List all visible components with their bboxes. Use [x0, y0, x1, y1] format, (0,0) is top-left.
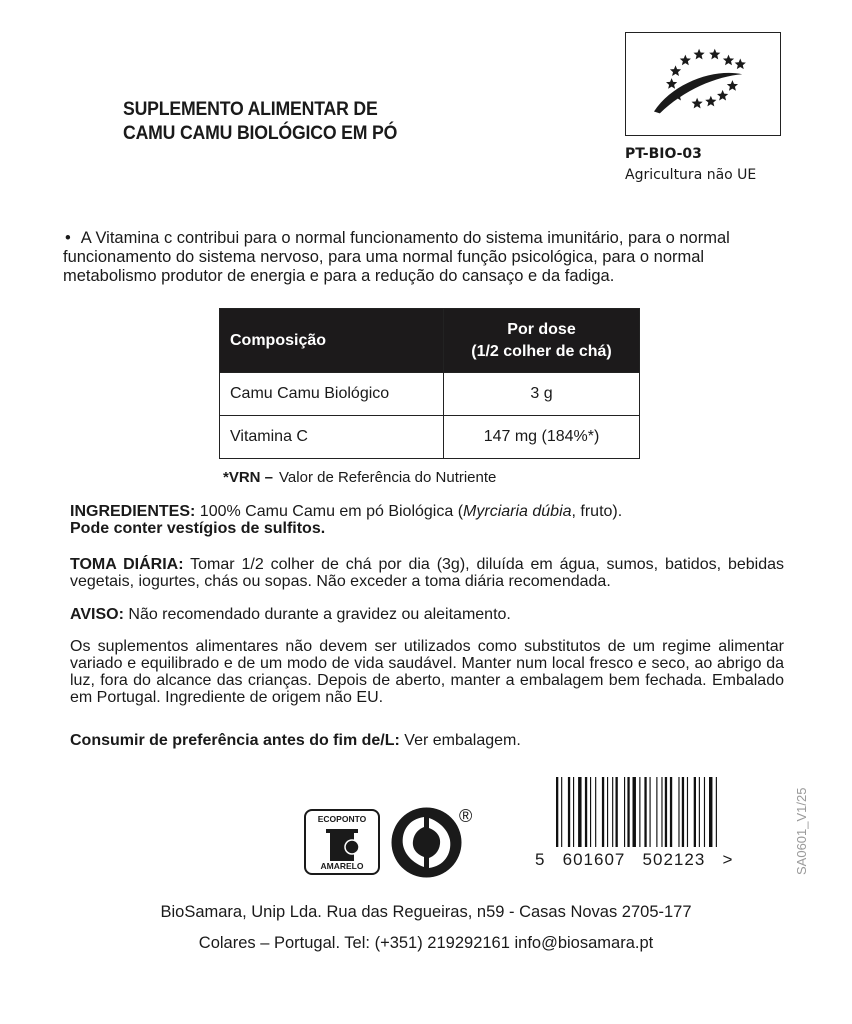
- leaf-star-icon: [709, 49, 720, 60]
- barcode-bar: [607, 777, 608, 847]
- barcode-first-digit: 5: [535, 850, 546, 869]
- ingredients-section: [70, 503, 784, 537]
- header-composition: Composição: [220, 309, 444, 373]
- row-ingredient-name: Camu Camu Biológico: [220, 373, 444, 416]
- company-address-line2: Colares – Portugal. Tel: (+351) 219292161 info@biosamara.pt: [198, 934, 654, 952]
- ingredients-text-before: 100% Camu Camu em pó Biológica (: [195, 503, 464, 520]
- ingredients-label: INGREDIENTES:: [70, 503, 196, 520]
- barcode-bar: [595, 777, 596, 847]
- composition-table: [219, 308, 640, 459]
- leaf-star-icon: [670, 65, 681, 76]
- bullet-point: •: [65, 229, 71, 247]
- barcode-group1: 601607: [562, 850, 626, 869]
- barcode-bar: [602, 777, 604, 847]
- barcode-bar: [627, 777, 629, 847]
- supplement-notice: Os suplementos alimentares não devem ser utilizados como substitutos de um regime alimentar variado e equilibrado e de um modo de vida saudável. Manter num local fresco e seco, ao abrigo da luz, fora do alcance das crianças. Depois de aberto, manter a embalagem bem fechada. Embalado em Portugal. Ingrediente de origem não EU.: [70, 638, 784, 706]
- barcode-bar: [704, 777, 705, 847]
- barcode-bar: [612, 777, 613, 847]
- green-dot-icon: [389, 805, 464, 880]
- barcode-digits: [535, 850, 733, 870]
- barcode-bar: [661, 777, 662, 847]
- barcode-bar: [568, 777, 570, 847]
- eu-organic-leaf-icon: [625, 32, 781, 136]
- warning-label: AVISO:: [70, 606, 124, 623]
- row-ingredient-value: 147 mg (184%*): [444, 416, 640, 459]
- vrn-label: *VRN –: [223, 469, 274, 486]
- daily-dose-label: TOMA DIÁRIA:: [70, 556, 184, 573]
- barcode-bar: [585, 777, 587, 847]
- version-code: SA0601_V1/25: [794, 787, 809, 875]
- barcode-bar: [573, 777, 574, 847]
- table-row: [220, 373, 640, 416]
- barcode-bar: [616, 777, 618, 847]
- barcode-bar: [678, 777, 679, 847]
- header-per-dose-line2: (1/2 colher de chá): [471, 342, 612, 360]
- vrn-note: [223, 469, 496, 486]
- barcode-bar: [590, 777, 591, 847]
- ingredients-line: [70, 503, 784, 520]
- leaf-star-icon: [666, 78, 677, 89]
- ingredients-species: Myrciaria dúbia: [463, 503, 572, 520]
- daily-dose-text: Tomar 1/2 colher de chá por dia (3g), diluída em água, sumos, batidos, bebidas vegetais, iogurtes, chás ou sopas. Não exceder a toma diária recomendada.: [70, 556, 784, 590]
- row-ingredient-value: 3 g: [444, 373, 640, 416]
- table-row: [220, 416, 640, 459]
- health-claim: [63, 229, 783, 286]
- table-header-row: [220, 309, 640, 373]
- leaf-star-icon: [717, 90, 728, 101]
- best-before-label: Consumir de preferência antes do fim de/L:: [70, 732, 400, 749]
- leaf-star-icon: [735, 59, 746, 70]
- barcode-bar: [694, 777, 696, 847]
- product-title: [123, 98, 397, 146]
- barcode-bar: [670, 777, 672, 847]
- barcode-bar: [665, 777, 667, 847]
- leaf-star-icon: [727, 80, 738, 91]
- barcode-bar: [650, 777, 651, 847]
- barcode-bar: [624, 777, 625, 847]
- barcode-group2: 502123: [642, 850, 706, 869]
- barcode-bar: [699, 777, 700, 847]
- leaf-star-icon: [680, 55, 691, 66]
- barcode-bar: [709, 777, 712, 847]
- recycling-bin-icon: [304, 809, 380, 875]
- warning-text: Não recomendado durante a gravidez ou aleitamento.: [123, 606, 511, 623]
- best-before-text: Ver embalagem.: [399, 732, 521, 749]
- barcode-bar: [639, 777, 640, 847]
- product-title-line1: SUPLEMENTO ALIMENTAR DE: [123, 99, 378, 120]
- barcode-bar: [716, 777, 717, 847]
- product-title-line2: CAMU CAMU BIOLÓGICO EM PÓ: [123, 123, 398, 144]
- eu-organic-leaf-icon-graphic: [626, 33, 780, 135]
- barcode-bar: [633, 777, 636, 847]
- barcode-bar: [687, 777, 688, 847]
- barcode-bar: [578, 777, 581, 847]
- registered-mark: ®: [459, 806, 473, 826]
- leaf-star-icon: [692, 98, 703, 109]
- barcode: [556, 777, 759, 847]
- best-before-section: [70, 732, 784, 749]
- row-ingredient-name: Vitamina C: [220, 416, 444, 459]
- warning-section: [70, 606, 784, 623]
- leaf-star-icon: [723, 55, 734, 66]
- agriculture-origin: Agricultura não UE: [625, 167, 757, 183]
- ingredients-text-after: , fruto).: [571, 503, 623, 520]
- barcode-bar: [561, 777, 562, 847]
- leaf-star-icon: [705, 96, 716, 107]
- vrn-text: Valor de Referência do Nutriente: [279, 469, 497, 486]
- daily-dose-section: [70, 556, 784, 590]
- ecoponto-bottom-label: AMARELO: [320, 861, 364, 871]
- leaf-star-icon: [693, 49, 704, 60]
- barcode-bar: [682, 777, 684, 847]
- header-per-dose-line1: Por dose: [507, 320, 576, 338]
- organic-control-code: PT-BIO-03: [625, 146, 702, 162]
- barcode-bar: [656, 777, 657, 847]
- company-address-line1: BioSamara, Unip Lda. Rua das Regueiras, n59 - Casas Novas 2705-177: [160, 903, 692, 921]
- barcode-bar: [644, 777, 646, 847]
- allergen-warning: Pode conter vestígios de sulfitos.: [70, 520, 326, 537]
- header-per-dose: [444, 309, 640, 373]
- health-claim-text: A Vitamina c contribui para o normal funcionamento do sistema imunitário, para o normal funcionamento do sistema nervoso, para uma normal função psicológica, para o normal metabolismo produtor de energia e para a redução do cansaço e da fadiga.: [63, 229, 730, 285]
- barcode-end-mark: >: [722, 850, 734, 869]
- ecoponto-top-label: ECOPONTO: [317, 814, 367, 824]
- barcode-bar: [556, 777, 558, 847]
